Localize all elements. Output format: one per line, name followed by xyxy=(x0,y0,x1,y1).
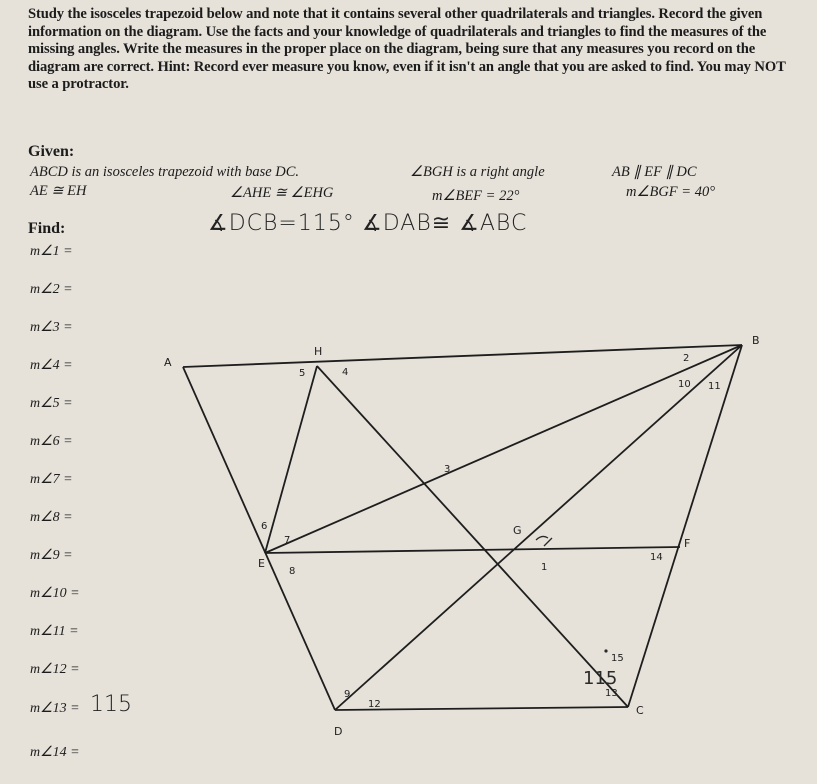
angle-label-3: 3 xyxy=(444,464,451,475)
point-h-label: H xyxy=(314,345,323,358)
point-f-label: F xyxy=(684,537,691,550)
point-c-label: C xyxy=(636,704,644,717)
segment-hc xyxy=(317,366,628,707)
segment-db xyxy=(335,345,742,710)
find-angle-8: m∠8 = xyxy=(30,510,73,525)
point-d-label: D xyxy=(334,725,343,738)
given-angle-bef: m∠BEF = 22° xyxy=(432,188,520,204)
angle-label-14: 14 xyxy=(650,552,663,563)
handwritten-note-dcb: ∡DCB=115° xyxy=(208,211,355,236)
segment-ef xyxy=(265,547,680,553)
find-angle-13: m∠13 = xyxy=(30,701,80,716)
given-heading: Given: xyxy=(28,143,75,160)
find-angle-10: m∠10 = xyxy=(30,586,80,601)
segment-ad xyxy=(183,367,335,710)
angle-label-15: 15 xyxy=(611,653,624,664)
find-angle-12: m∠12 = xyxy=(30,662,80,677)
instructions-text: Study the isosceles trapezoid below and note that it contains several other quadrilaterals and triangles. Record the given information on the diagram. Use the facts and your knowledge of quadrilaterals and triangles to find the measures of the missing angles. Write the measures in the proper place on the diagram, being sure that any measures you record on the diagram are correct. Hint: Record ever measure you know, even if it isn't an angle that you are asked to find. You may NOT use a protractor. xyxy=(28,6,786,93)
handwritten-dot xyxy=(604,649,607,652)
handwritten-diagram-note: 115 xyxy=(583,668,618,689)
find-angle-7: m∠7 = xyxy=(30,472,73,487)
angle-label-10: 10 xyxy=(678,379,691,390)
angle-label-7: 7 xyxy=(284,535,291,546)
point-a-label: A xyxy=(164,356,172,369)
find-angle-5: m∠5 = xyxy=(30,396,73,411)
find-angle-2: m∠2 = xyxy=(30,282,73,297)
angle-label-1: 1 xyxy=(541,562,548,573)
point-b-label: B xyxy=(752,334,760,347)
find-angle-6: m∠6 = xyxy=(30,434,73,449)
find-angle-9: m∠9 = xyxy=(30,548,73,563)
find-angle-11: m∠11 = xyxy=(30,624,79,639)
find-angle-4: m∠4 = xyxy=(30,358,73,373)
angle-label-9: 9 xyxy=(344,689,351,700)
given-congruent-angles: ∠AHE ≅ ∠EHG xyxy=(230,185,334,201)
find-angle-14: m∠14 = xyxy=(30,745,80,760)
angle-label-12: 12 xyxy=(368,699,381,710)
angle-label-8: 8 xyxy=(289,566,296,577)
given-trapezoid: ABCD is an isosceles trapezoid with base DC. xyxy=(30,164,300,180)
given-congruent-segments: AE ≅ EH xyxy=(30,183,87,199)
segment-bc xyxy=(628,345,742,707)
given-angle-bgf: m∠BGF = 40° xyxy=(626,184,715,200)
point-g-label: G xyxy=(513,524,522,537)
answer-angle-13: 115 xyxy=(90,692,132,717)
segment-eb xyxy=(265,345,742,553)
angle-label-4: 4 xyxy=(342,367,349,378)
segment-eh xyxy=(265,366,317,553)
given-right-angle: ∠BGH is a right angle xyxy=(410,164,545,180)
angle-label-11: 11 xyxy=(708,381,721,392)
segment-ab xyxy=(183,345,742,367)
find-heading: Find: xyxy=(28,220,66,237)
given-parallel: AB ∥ EF ∥ DC xyxy=(612,164,697,180)
angle-label-2: 2 xyxy=(683,353,690,364)
find-angle-1: m∠1 = xyxy=(30,244,73,259)
handwritten-scribble xyxy=(536,536,552,546)
find-angle-3: m∠3 = xyxy=(30,320,73,335)
angle-label-13: 13 xyxy=(605,688,618,699)
angle-label-5: 5 xyxy=(299,368,306,379)
handwritten-note-dab: ∡DAB≅ ∡ABC xyxy=(362,211,528,236)
point-e-label: E xyxy=(258,557,265,570)
angle-label-6: 6 xyxy=(261,521,268,532)
